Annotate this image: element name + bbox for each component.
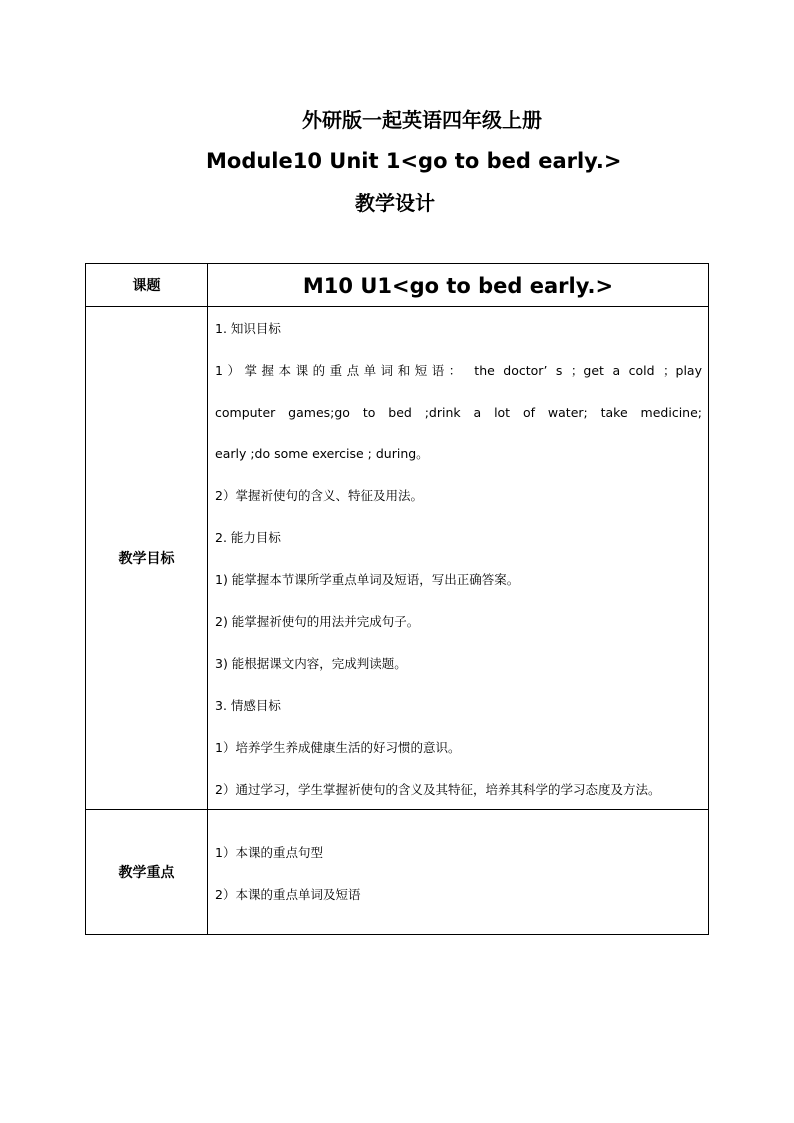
objectives-line: 3. 情感目标 bbox=[215, 698, 281, 713]
key-points-line: 1）本课的重点句型 bbox=[215, 845, 323, 860]
objectives-line: 1. 知识目标 bbox=[215, 321, 281, 336]
key-points-label: 教学重点 bbox=[118, 865, 175, 881]
document-unit-title: Module10 Unit 1<go to bed early.> bbox=[206, 149, 622, 173]
document-subtitle: 教学设计 bbox=[355, 191, 435, 215]
objectives-line: 2）通过学习，学生掌握祈使句的含义及其特征，培养其科学的学习态度及方法。 bbox=[215, 782, 661, 797]
lesson-plan-table bbox=[85, 263, 709, 935]
objectives-line: 3) 能根据课文内容，完成判读题。 bbox=[215, 656, 407, 671]
objectives-line: 1）掌握本课的重点单词和短语： the doctor’ s ；get a cold ；play bbox=[215, 363, 702, 378]
objectives-line: 2）掌握祈使句的含义、特征及用法。 bbox=[215, 488, 423, 503]
row-divider-objectives bbox=[86, 809, 708, 810]
objectives-line: 1) 能掌握本节课所学重点单词及短语，写出正确答案。 bbox=[215, 572, 520, 587]
objectives-line: 2) 能掌握祈使句的用法并完成句子。 bbox=[215, 614, 420, 629]
objectives-line: 2. 能力目标 bbox=[215, 530, 281, 545]
document-title: 外研版一起英语四年级上册 bbox=[302, 108, 542, 132]
header-label: 课题 bbox=[132, 278, 161, 294]
column-divider bbox=[207, 264, 208, 934]
objectives-line: computer games;go to bed ;drink a lot of water; take medicine; bbox=[215, 405, 702, 420]
header-subject: M10 U1<go to bed early.> bbox=[302, 274, 614, 298]
key-points-line: 2）本课的重点单词及短语 bbox=[215, 887, 361, 902]
objectives-line: 1）培养学生养成健康生活的好习惯的意识。 bbox=[215, 740, 461, 755]
row-divider-header bbox=[86, 306, 708, 307]
objectives-line: early ;do some exercise ; during。 bbox=[215, 446, 429, 461]
objectives-label: 教学目标 bbox=[118, 551, 175, 567]
